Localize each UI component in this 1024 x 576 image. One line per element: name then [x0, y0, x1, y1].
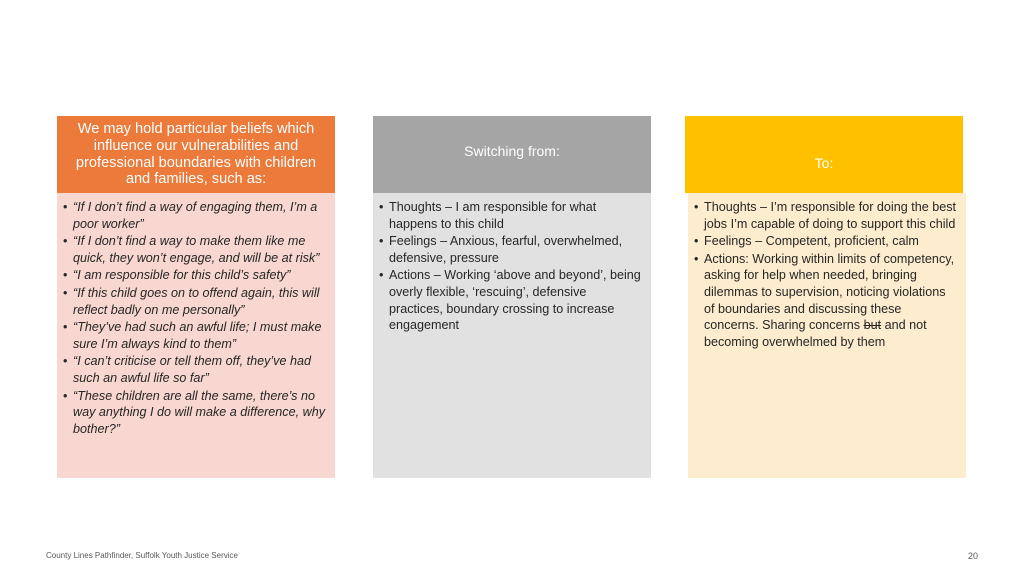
switching-from-heading: Switching from: — [373, 116, 651, 193]
beliefs-heading: We may hold particular beliefs which influence our vulnerabilities and professional boundaries with children and families, such as: — [57, 116, 335, 193]
list-item: • “These children are all the same, there’s no way anything I do will make a difference, why bother?” — [63, 388, 327, 438]
to-column — [685, 116, 963, 478]
list-item: • Feelings – Anxious, fearful, overwhelmed, defensive, pressure — [379, 233, 643, 266]
list-item — [694, 251, 958, 351]
list-item: • “I am responsible for this child’s safety” — [63, 267, 327, 284]
switching-from-column — [373, 116, 651, 478]
list-item: • Feelings – Competent, proficient, calm — [694, 233, 958, 250]
beliefs-body — [57, 193, 335, 478]
list-item: • “They’ve had such an awful life; I must make sure I’m always kind to them” — [63, 319, 327, 352]
to-heading: To: — [685, 116, 963, 193]
beliefs-column — [57, 116, 335, 478]
list-item: • “If I don’t find a way of engaging them, I’m a poor worker” — [63, 199, 327, 232]
switching-from-list — [379, 199, 643, 334]
actions-text-start: Actions: Working within limits of competency, asking for help when needed, bringing dilemmas to supervision, noticing violations of boundaries and discussing these concerns. Sharing concerns — [704, 251, 955, 333]
list-item: • “If I don’t find a way to make them like me quick, they won’t engage, and will be at risk” — [63, 233, 327, 266]
struck-word: but — [863, 318, 882, 333]
list-item: • Thoughts – I am responsible for what happens to this child — [379, 199, 643, 232]
actions-text-end: and not becoming overwhelmed by them — [704, 318, 927, 349]
beliefs-list — [63, 199, 327, 437]
list-item: • Actions – Working ‘above and beyond’, being overly flexible, ‘rescuing’, defensive practices, boundary crossing to increase engagement — [379, 267, 643, 333]
switching-from-body — [373, 193, 651, 478]
footer-text: County Lines Pathfinder, Suffolk Youth Justice Service — [46, 551, 238, 560]
list-item: • “I can’t criticise or tell them off, they’ve had such an awful life so far” — [63, 353, 327, 386]
list-item: • “If this child goes on to offend again, this will reflect badly on me personally” — [63, 285, 327, 318]
page-number: 20 — [967, 551, 978, 561]
to-body — [688, 193, 966, 478]
to-list — [694, 199, 958, 350]
list-item: • Thoughts – I’m responsible for doing the best jobs I’m capable of doing to support this child — [694, 199, 958, 232]
